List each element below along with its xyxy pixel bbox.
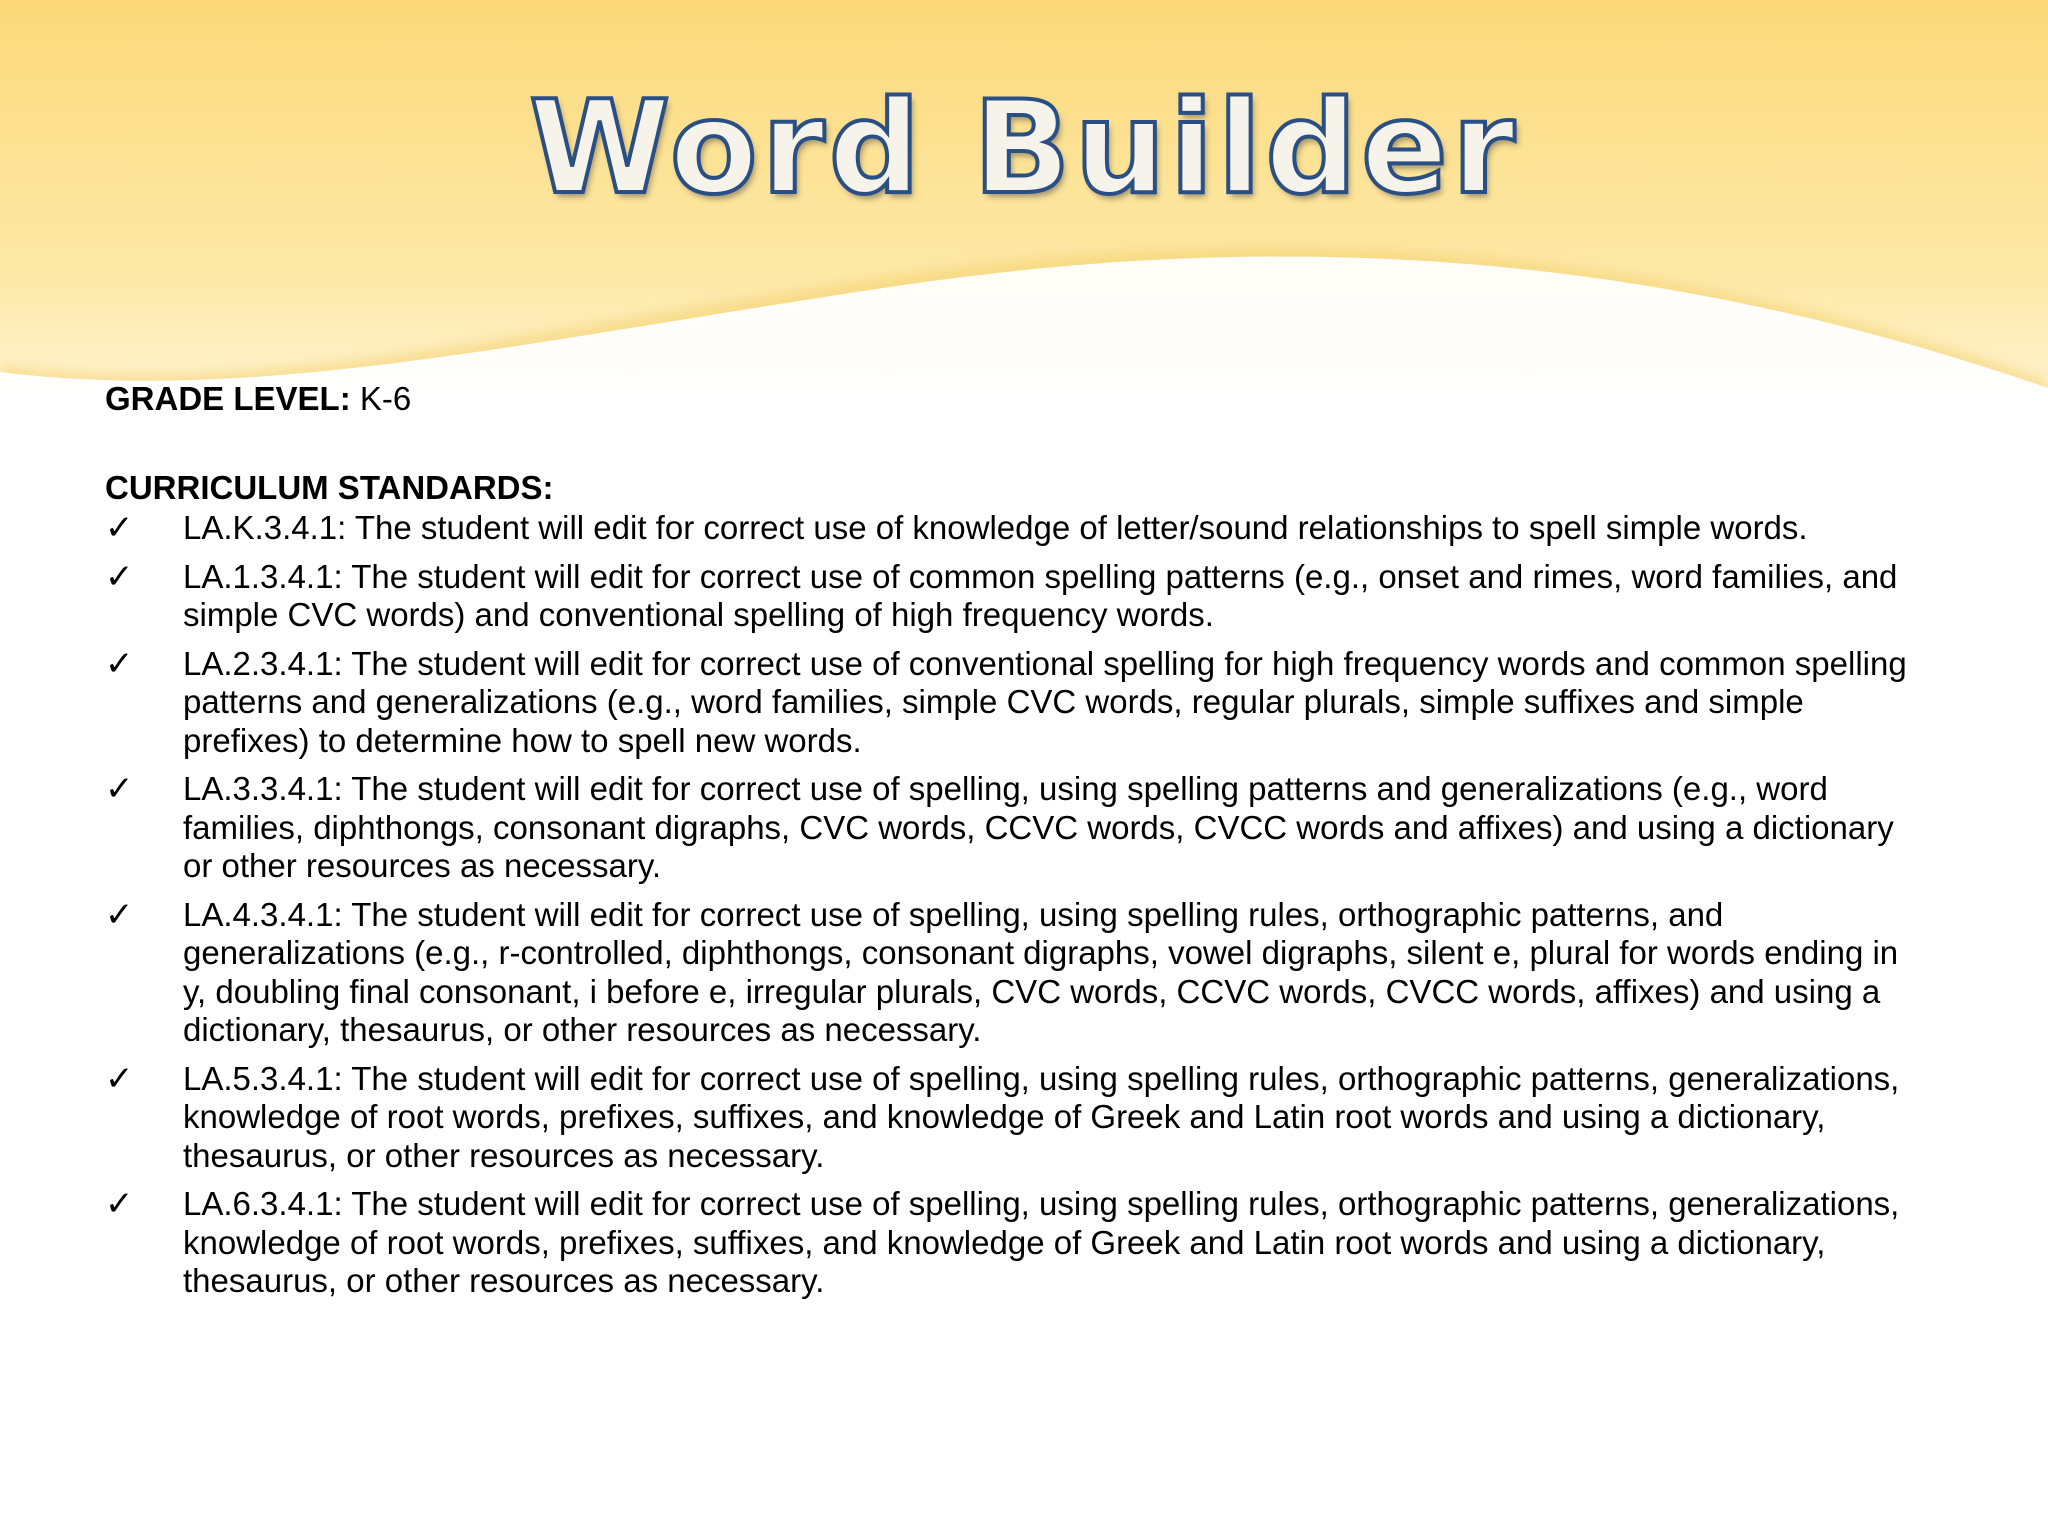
standard-item [105, 896, 1925, 1050]
check-icon: ✓ [105, 894, 134, 935]
grade-level-value: K-6 [359, 380, 412, 417]
grade-level-label: GRADE LEVEL: [105, 380, 351, 417]
standard-item [105, 558, 1925, 635]
check-icon: ✓ [105, 508, 134, 548]
standard-item [105, 770, 1925, 886]
standard-text: LA.4.3.4.1: The student will edit for correct use of spelling, using spelling rules, orthographic patterns, and generalizations (e.g., r-controlled, diphthongs, consonant digraphs, vowel digraphs, silent e, plural for words ending in y, doubling final consonant, i before e, irregular plurals, CVC words, CCVC words, CVCC words, affixes) and using a dictionary, thesaurus, or other resources as necessary. [183, 895, 1899, 1048]
standards-list [105, 509, 1905, 1301]
standard-item [105, 1060, 1925, 1176]
check-icon: ✓ [105, 1058, 134, 1099]
standard-item [105, 1185, 1925, 1301]
standard-item [105, 645, 1925, 761]
standards-heading: CURRICULUM STANDARDS: [105, 468, 554, 506]
standard-item [105, 509, 1925, 548]
standard-text: LA.2.3.4.1: The student will edit for correct use of conventional spelling for high frequency words and common spelling patterns and generalizations (e.g., word families, simple CVC words, regular plurals, simple suffixes and simple prefixes) to determine how to spell new words. [183, 644, 1907, 759]
check-icon: ✓ [105, 643, 134, 684]
standard-text: LA.K.3.4.1: The student will edit for correct use of knowledge of letter/sound relationships to spell simple words. [183, 509, 1808, 546]
content-body [105, 380, 1905, 1311]
grade-level [105, 380, 1905, 419]
slide-title: Word Builder [529, 74, 1519, 223]
check-icon: ✓ [105, 769, 134, 809]
standard-text: LA.1.3.4.1: The student will edit for correct use of common spelling patterns (e.g., onset and rimes, word families, and simple CVC words) and conventional spelling of high frequency words. [183, 557, 1898, 633]
check-icon: ✓ [105, 556, 134, 597]
standard-text: LA.5.3.4.1: The student will edit for correct use of spelling, using spelling rules, orthographic patterns, generalizations, knowledge of root words, prefixes, suffixes, and knowledge of Greek and Latin root words and using a dictionary, thesaurus, or other resources as necessary. [183, 1059, 1900, 1174]
standard-text: LA.3.3.4.1: The student will edit for correct use of spelling, using spelling patterns and generalizations (e.g., word families, diphthongs, consonant digraphs, CVC words, CCVC words, CVCC words and affixes) and using a dictionary or other resources as necessary. [183, 770, 1894, 884]
check-icon: ✓ [105, 1184, 134, 1224]
standard-text: LA.6.3.4.1: The student will edit for correct use of spelling, using spelling rules, orthographic patterns, generalizations, knowledge of root words, prefixes, suffixes, and knowledge of Greek and Latin root words and using a dictionary, thesaurus, or other resources as necessary. [183, 1185, 1900, 1299]
